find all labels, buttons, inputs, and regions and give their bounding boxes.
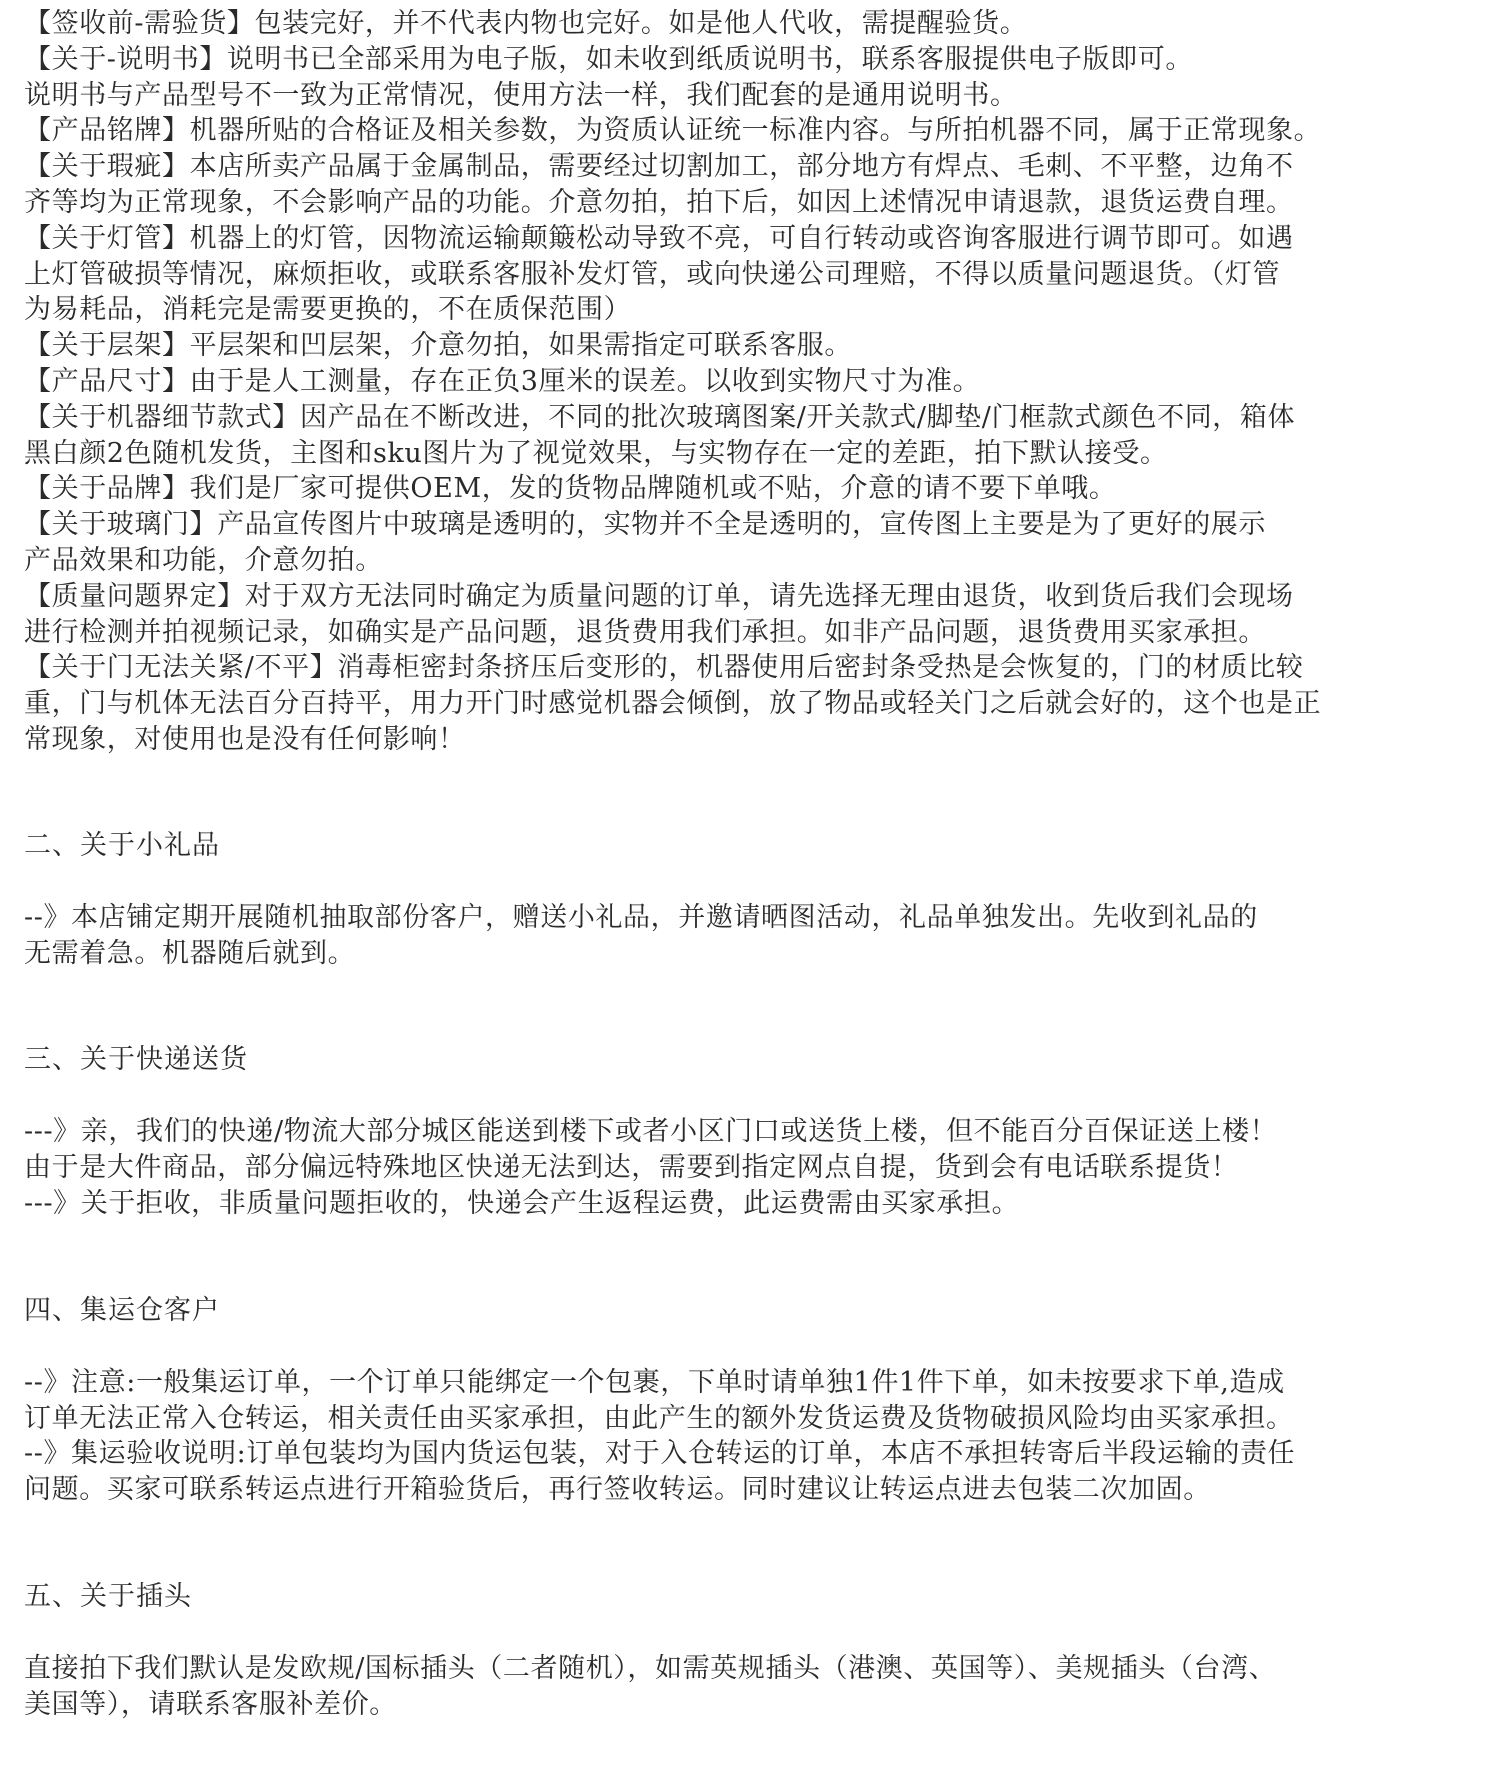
notice-line: 为易耗品，消耗完是需要更换的，不在质保范围）	[24, 294, 632, 326]
notice-line: 说明书与产品型号不一致为正常情况，使用方法一样，我们配套的是通用说明书。	[24, 79, 1018, 111]
section-line: 问题。买家可联系转运点进行开箱验货后，再行签收转运。同时建议让转运点进去包装二次加固。	[24, 1474, 1211, 1506]
notice-line: 【关于机器细节款式】因产品在不断改进，不同的批次玻璃图案/开关款式/脚垫/门框款式颜色不同，箱体	[24, 401, 1296, 433]
section-title-gifts: 二、关于小礼品	[24, 829, 220, 861]
section-line: 无需着急。机器随后就到。	[24, 937, 356, 969]
section-line: 由于是大件商品，部分偏远特殊地区快递无法到达，需要到指定网点自提，货到会有电话联系提货！	[24, 1152, 1239, 1184]
section-line: --》注意:一般集运订单，一个订单只能绑定一个包裹，下单时请单独1件1件下单，如未按要求下单,造成	[24, 1366, 1285, 1398]
notice-line: 【关于瑕疵】本店所卖产品属于金属制品，需要经过切割加工，部分地方有焊点、毛刺、不平整，边角不	[24, 151, 1294, 183]
section-line: 美国等），请联系客服补差价。	[24, 1688, 397, 1720]
notice-line: 【关于层架】平层架和凹层架，介意勿拍，如果需指定可联系客服。	[24, 330, 852, 362]
section-line: --》本店铺定期开展随机抽取部份客户，赠送小礼品，并邀请晒图活动，礼品单独发出。先收到礼品的	[24, 901, 1258, 933]
notice-line: 进行检测并拍视频记录，如确实是产品问题，退货费用我们承担。如非产品问题，退货费用买家承担。	[24, 616, 1266, 648]
notice-line: 黑白颜2色随机发货，主图和sku图片为了视觉效果，与实物存在一定的差距，拍下默认接受。	[24, 437, 1168, 469]
notice-line: 【质量问题界定】对于双方无法同时确定为质量问题的订单，请先选择无理由退货，收到货后我们会现场	[24, 580, 1294, 612]
notice-line: 上灯管破损等情况，麻烦拒收，或联系客服补发灯管，或向快递公司理赔，不得以质量问题退货。（灯管	[24, 258, 1281, 290]
notice-line: 【产品铭牌】机器所贴的合格证及相关参数，为资质认证统一标准内容。与所拍机器不同，属于正常现象。	[24, 115, 1322, 147]
notice-line: 常现象，对使用也是没有任何影响！	[24, 723, 466, 755]
notice-line: 【关于品牌】我们是厂家可提供OEM，发的货物品牌随机或不贴，介意的请不要下单哦。	[24, 473, 1117, 505]
notice-line: 【关于灯管】机器上的灯管，因物流运输颠簸松动导致不亮，可自行转动或咨询客服进行调节即可。如遇	[24, 222, 1294, 254]
notice-line: 齐等均为正常现象，不会影响产品的功能。介意勿拍，拍下后，如因上述情况申请退款，退货运费自理。	[24, 186, 1294, 218]
notice-document	[24, 6, 1480, 1723]
section-title-plug: 五、关于插头	[24, 1580, 192, 1612]
section-line: 直接拍下我们默认是发欧规/国标插头（二者随机），如需英规插头（港澳、英国等）、美规插头（台湾、	[24, 1652, 1277, 1684]
notice-line: 【关于-说明书】说明书已全部采用为电子版，如未收到纸质说明书，联系客服提供电子版即可。	[24, 43, 1193, 75]
section-line: ---》亲，我们的快递/物流大部分城区能送到楼下或者小区门口或送货上楼，但不能百分百保证送上楼！	[24, 1116, 1278, 1148]
notice-line: 【产品尺寸】由于是人工测量，存在正负3厘米的误差。以收到实物尺寸为准。	[24, 365, 981, 397]
notice-line: 【签收前-需验货】包装完好，并不代表内物也完好。如是他人代收，需提醒验货。	[24, 8, 1028, 39]
section-line: 订单无法正常入仓转运，相关责任由买家承担，由此产生的额外发货运费及货物破损风险均由买家承担。	[24, 1402, 1294, 1434]
notice-line: 重，门与机体无法百分百持平，用力开门时感觉机器会倾倒，放了物品或轻关门之后就会好的，这个也是正	[24, 688, 1322, 720]
notice-list	[24, 6, 1480, 758]
notice-line: 【关于玻璃门】产品宣传图片中玻璃是透明的，实物并不全是透明的，宣传图上主要是为了更好的展示	[24, 509, 1266, 541]
section-title-delivery: 三、关于快递送货	[24, 1044, 248, 1076]
notice-line: 产品效果和功能，介意勿拍。	[24, 544, 383, 576]
section-line: --》集运验收说明:订单包装均为国内货运包装，对于入仓转运的订单，本店不承担转寄后半段运输的责任	[24, 1438, 1296, 1470]
section-title-consolidation: 四、集运仓客户	[24, 1294, 220, 1326]
section-line: ---》关于拒收，非质量问题拒收的，快递会产生返程运费，此运费需由买家承担。	[24, 1187, 1020, 1219]
notice-line: 【关于门无法关紧/不平】消毒柜密封条挤压后变形的，机器使用后密封条受热是会恢复的，门的材质比较	[24, 652, 1304, 684]
